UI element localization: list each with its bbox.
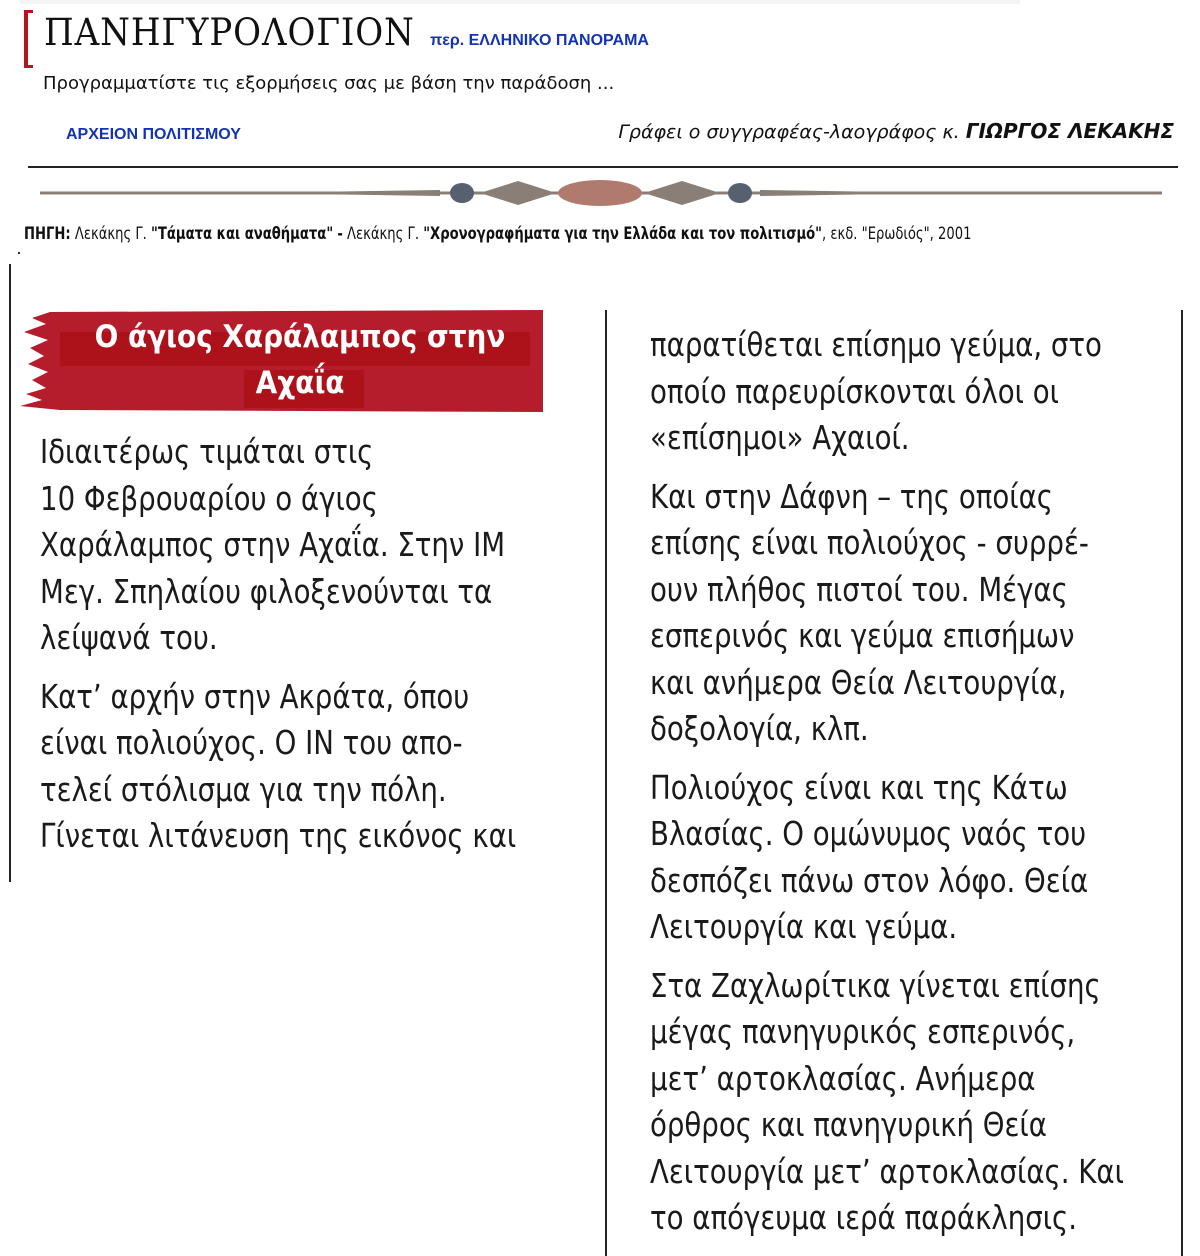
source-separator: - [337, 224, 343, 244]
paragraph: Κατ’ αρχήν στην Ακράτα, όπου είναι πολιούχος. Ο ΙΝ του απο- τελεί στόλισμα για την πόλη. Γίνεται λιτάνευση της εικόνος και [40, 676, 517, 855]
tagline: Προγραμματίστε τις εξορμήσεις σας με βάση την παράδοση ... [43, 73, 615, 94]
column-divider [605, 310, 607, 1256]
ornament-center-oval [558, 180, 642, 206]
ornament-left-taper [240, 190, 440, 196]
ornament-divider-icon [40, 178, 1162, 208]
ornament-right-diamond [644, 181, 720, 205]
brand-subtitle-link[interactable]: περ. ΕΛΛΗΝΙΚΟ ΠΑΝΟΡΑΜΑ [430, 32, 649, 49]
source-author-1: Λεκάκης Γ. [74, 224, 147, 244]
source-title-2: "Χρονογραφήματα για την Ελλάδα και τον πολιτισμό" [423, 224, 823, 244]
paragraph: Πολιούχος είναι και της Κάτω Βλασίας. Ο ομώνυμος ναός του δεσπόζει πάνω στον λόφο. Θεία Λειτουργία και γεύμα. [650, 767, 1089, 946]
article-column-right [650, 322, 1171, 1254]
right-column-border [1181, 310, 1183, 1256]
source-author-2: Λεκάκης Γ. [346, 224, 420, 244]
article-column-left [40, 429, 561, 872]
header-divider [28, 166, 1178, 168]
ornament-left-dot [450, 183, 474, 203]
top-strip [20, 0, 1020, 4]
author-line [618, 121, 1174, 142]
bracket-logo-icon [24, 10, 33, 68]
paragraph: Ιδιαιτέρως τιμάται στις 10 Φεβρουαρίου ο άγιος Χαράλαμπος στην Αχαΐα. Στην ΙΜ Μεγ. Σπηλαίου φιλοξενούνται τα λείψανά του. [40, 432, 506, 657]
article-title: Ο άγιος Χαράλαμπος στην Αχαΐα [94, 319, 506, 401]
source-label: ΠΗΓΗ: [24, 224, 71, 244]
paragraph: Στα Ζαχλωρίτικα γίνεται επίσης μέγας πανηγυρικός εσπερινός, μετ’ αρτοκλασίας. Ανήμερα όρθρος και πανηγυρική Θεία Λειτουργία μετ’ αρτοκλασίας. Και το απόγευμα ιερά παράκλησις. [650, 965, 1124, 1237]
ornament-right-dot [728, 183, 752, 203]
article-title-banner [20, 310, 543, 412]
left-column-border [9, 264, 11, 882]
source-title-1: "Τάματα και αναθήματα" [151, 224, 334, 244]
paragraph: Και στην Δάφνη – της οποίας επίσης είναι πολιούχος - συρρέ- ουν πλήθος πιστοί του. Μέγας εσπερινός και γεύμα επισήμων και ανήμερα Θεία Λειτουργία, δοξολογία, κλπ. [650, 476, 1089, 748]
ornament-right-taper [760, 190, 960, 196]
ornament-left-diamond [480, 181, 556, 205]
paragraph: παρατίθεται επίσημο γεύμα, στο οποίο παρευρίσκονται όλοι οι «επίσημοι» Αχαιοί. [650, 325, 1102, 457]
stray-dot [18, 252, 20, 254]
source-citation [24, 226, 972, 243]
brand-title: ΠΑΝΗΓΥΡΟΛΟΓΙΟΝ [44, 11, 415, 54]
source-publisher: , εκδ. "Ερωδιός", 2001 [822, 224, 972, 244]
archive-link[interactable]: ΑΡΧΕΙΟΝ ΠΟΛΙΤΙΣΜΟΥ [66, 126, 241, 143]
author-prefix: Γράφει ο συγγραφέας-λαογράφος κ. [618, 121, 960, 143]
author-name: ΓΙΩΡΓΟΣ ΛΕΚΑΚΗΣ [965, 119, 1174, 143]
